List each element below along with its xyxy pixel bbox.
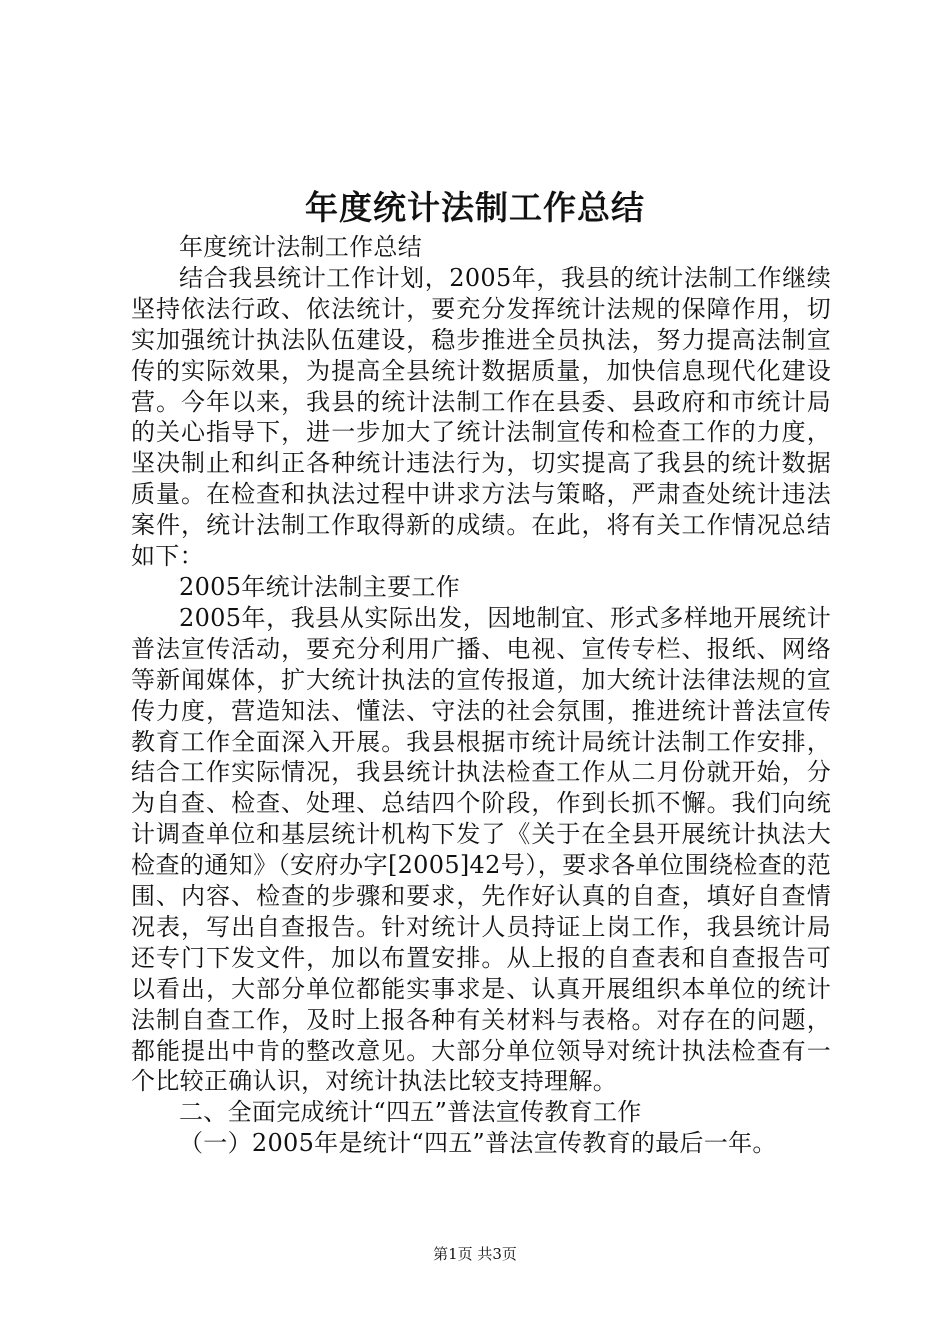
section-heading-four-five: 二、全面完成统计“四五”普法宣传教育工作	[179, 1098, 642, 1127]
paragraph-four-five-first: （一）2005年是统计“四五”普法宣传教育的最后一年。	[179, 1129, 777, 1158]
section-heading-main-work: 2005年统计法制主要工作	[179, 572, 460, 601]
document-title: 年度统计法制工作总结	[305, 188, 645, 227]
document-body	[131, 232, 831, 1159]
paragraph-main-work: 2005年，我县从实际出发，因地制宜、形式多样地开展统计普法宣传活动，要充分利用广播、电视、宣传专栏、报纸、网络等新闻媒体，扩大统计执法的宣传报道，加大统计法律法规的宣传力度，营造知法、懂法、守法的社会氛围，推进统计普法宣传教育工作全面深入开展。我县根据市统计局统计法制工作安排，结合工作实际情况，我县统计执法检查工作从二月份就开始，分为自查、检查、处理、总结四个阶段，作到长抓不懈。我们向统计调查单位和基层统计机构下发了《关于在全县开展统计执法大检查的通知》（安府办字[2005]42号），要求各单位围绕检查的范围、内容、检查的步骤和要求，先作好认真的自查，填好自查情况表，写出自查报告。针对统计人员持证上岗工作，我县统计局还专门下发文件，加以布置安排。从上报的自查表和自查报告可以看出，大部分单位都能实事求是、认真开展组织本单位的统计法制自查工作，及时上报各种有关材料与表格。对存在的问题，都能提出中肯的整改意见。大部分单位领导对统计执法检查有一个比较正确认识，对统计执法比较支持理解。	[131, 603, 831, 1096]
paragraph-intro: 结合我县统计工作计划，2005年，我县的统计法制工作继续坚持依法行政、依法统计，要充分发挥统计法规的保障作用，切实加强统计执法队伍建设，稳步推进全员执法，努力提高法制宣传的实际效果，为提高全县统计数据质量，加快信息现代化建设营。今年以来，我县的统计法制工作在县委、县政府和市统计局的关心指导下，进一步加大了统计法制宣传和检查工作的力度，坚决制止和纠正各种统计违法行为，切实提高了我县的统计数据质量。在检查和执法过程中讲求方法与策略，严肃查处统计违法案件，统计法制工作取得新的成绩。在此，将有关工作情况总结如下：	[131, 263, 831, 571]
page-footer: 第1页 共3页	[433, 1245, 517, 1263]
paragraph-subtitle: 年度统计法制工作总结	[179, 233, 422, 261]
